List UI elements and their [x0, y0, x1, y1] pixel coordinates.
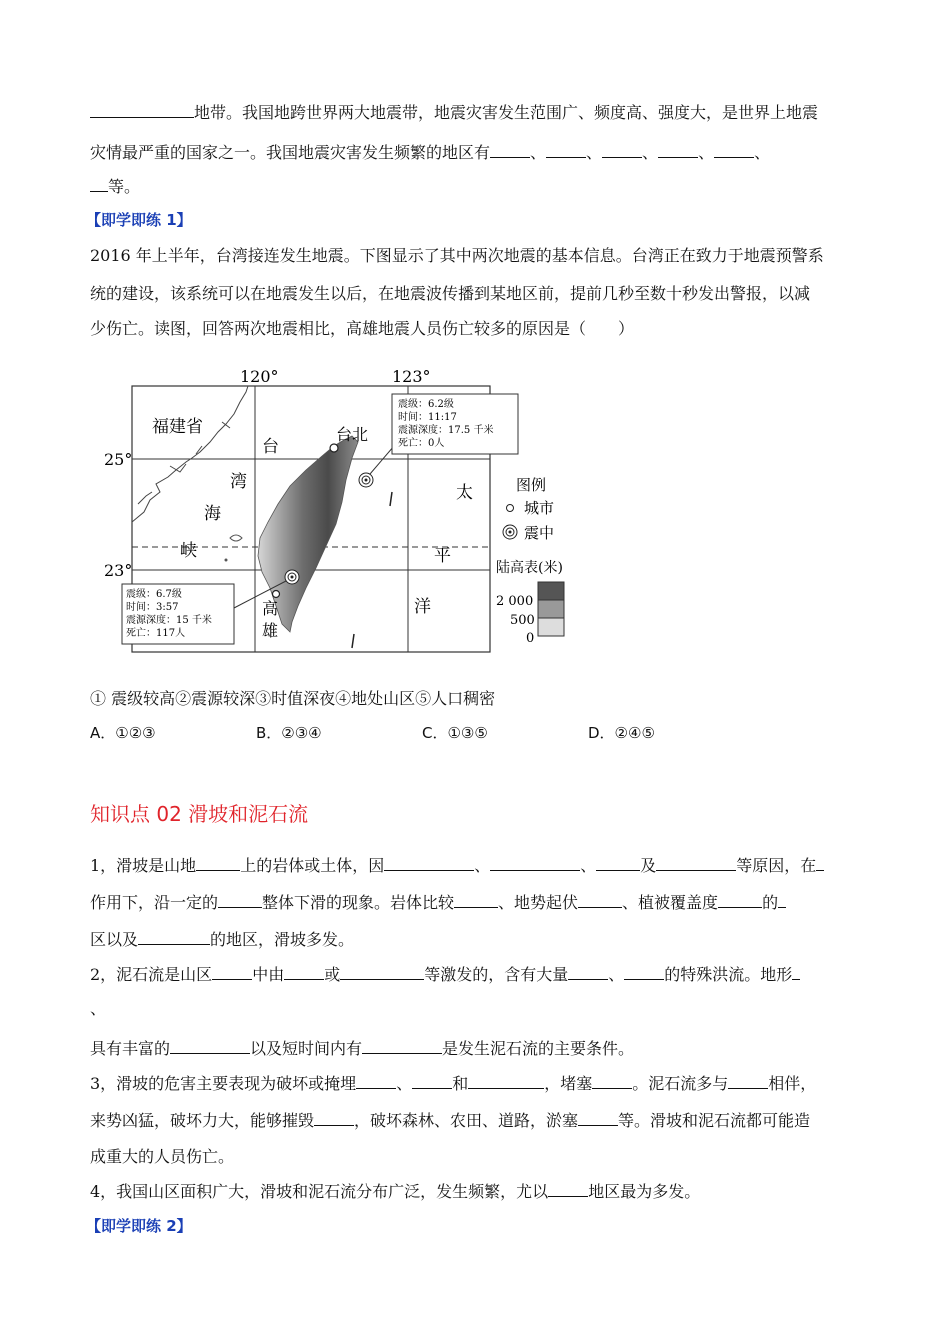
choice-b[interactable]: B．②③④ — [256, 724, 322, 742]
answer-blank[interactable] — [592, 1074, 632, 1089]
answer-blank[interactable] — [718, 893, 762, 908]
question-3-line-1: 3，滑坡的危害主要表现为破坏或掩埋 、 和 ，堵塞 。泥石流多与 相伴， — [90, 1074, 817, 1093]
question-2-line-1: 2，泥石流是山区 中由 或 等激发的，含有大量 、 的特殊洪流。地形 — [90, 964, 800, 986]
sea-mark — [352, 634, 354, 648]
elevation-high — [538, 582, 564, 600]
answer-blank[interactable] — [218, 893, 262, 908]
section-title: 知识点 02 滑坡和泥石流 — [90, 802, 309, 826]
fujian-coastline — [132, 386, 248, 522]
answer-blank[interactable] — [340, 965, 424, 980]
question-1-line-2: 作用下，沿一定的 整体下滑的现象。岩体比较 、地势起伏 、植被覆盖度 的 — [90, 892, 786, 914]
answer-blank[interactable] — [196, 856, 240, 871]
answer-blank[interactable] — [602, 143, 642, 158]
answer-blank[interactable] — [624, 965, 664, 980]
ocean-char: 洋 — [414, 597, 431, 617]
answer-blank[interactable] — [578, 893, 622, 908]
strait-char: 湾 — [230, 472, 247, 492]
intro-line-1: 地带。我国地跨世界两大地震带，地震灾害发生范围广、频度高、强度大，是世界上地震 — [90, 102, 818, 124]
south-quake-info: 死亡：117人 — [126, 628, 186, 639]
intro-line-2: 灾情最严重的国家之一。我国地震灾害发生频繁的地区有 、 、 、 、 、 — [90, 143, 771, 162]
ocean-char: 平 — [434, 546, 451, 566]
penghu-island — [230, 535, 242, 541]
islet — [225, 559, 228, 562]
question-1-line-3: 区以及 的地区，滑坡多发。 — [90, 930, 355, 949]
legend-city-symbol — [507, 505, 514, 512]
elevation-value: 2 000 — [496, 594, 534, 609]
elevation-value: 0 — [526, 631, 535, 646]
answer-blank[interactable] — [656, 856, 736, 871]
taipei-label: 台北 — [336, 425, 369, 444]
answer-blank[interactable] — [596, 856, 640, 871]
lon-label-123: 123° — [392, 367, 431, 386]
question-3-line-3: 成重大的人员伤亡。 — [90, 1147, 235, 1166]
intro-line-3: 等。 — [90, 176, 140, 198]
epicenter-north — [359, 473, 373, 487]
answer-blank[interactable] — [714, 143, 754, 158]
answer-blank[interactable] — [384, 856, 474, 871]
answer-blank[interactable] — [412, 1074, 452, 1089]
answer-blank[interactable] — [454, 893, 498, 908]
answer-blank[interactable] — [490, 143, 530, 158]
practice-heading-2: 【即学即练 2】 — [86, 1217, 192, 1235]
kaohsiung-label: 雄 — [262, 621, 279, 640]
fujian-label: 福建省 — [152, 417, 203, 437]
answer-blank[interactable] — [138, 930, 210, 945]
question-2-line-3: 具有丰富的 以及短时间内有 是发生泥石流的主要条件。 — [90, 1039, 635, 1058]
south-quake-info: 时间：3:57 — [126, 602, 179, 613]
choice-a[interactable]: A．①②③ — [90, 724, 156, 742]
question-1-line-1: 1，滑坡是山地 上的岩体或土体，因 、 、 及 等原因，在 — [90, 855, 824, 877]
elevation-low — [538, 618, 564, 636]
answer-blank[interactable] — [578, 1111, 618, 1126]
practice1-para: 统的建设，该系统可以在地震发生以后，在地震波传播到某地区前，提前几秒至数十秒发出警报，以减 — [90, 284, 811, 303]
answer-blank[interactable] — [548, 1182, 588, 1197]
answer-blank[interactable] — [90, 103, 194, 118]
north-quake-info: 震源深度：17.5 千米 — [398, 425, 494, 436]
north-quake-info: 时间：11:17 — [398, 412, 457, 423]
answer-blank[interactable] — [468, 1074, 544, 1089]
lat-label-23: 23° — [104, 561, 133, 580]
legend-title: 图例 — [516, 476, 547, 494]
answer-blank[interactable] — [356, 1074, 396, 1089]
answer-blank[interactable] — [170, 1039, 250, 1054]
elevation-title: 陆高表(米) — [496, 560, 563, 576]
kaohsiung-label: 高 — [262, 599, 279, 618]
question-2-line-2: 、 — [90, 999, 107, 1018]
choice-d[interactable]: D．②④⑤ — [588, 724, 655, 742]
strait-char: 海 — [204, 504, 221, 524]
practice-heading-1: 【即学即练 1】 — [86, 211, 192, 229]
north-quake-info: 死亡：0人 — [398, 438, 445, 449]
answer-blank[interactable] — [314, 1111, 354, 1126]
answer-blank[interactable] — [212, 965, 252, 980]
practice1-para: 2016 年上半年，台湾接连发生地震。下图显示了其中两次地震的基本信息。台湾正在致力于地震预警系 — [90, 246, 824, 265]
question-4-line-1: 4，我国山区面积广大，滑坡和泥石流分布广泛，发生频繁，尤以 地区最为多发。 — [90, 1182, 701, 1201]
sea-mark — [390, 492, 392, 506]
choice-c[interactable]: C．①③⑤ — [422, 724, 488, 742]
answer-blank[interactable] — [490, 856, 580, 871]
answer-blank[interactable] — [546, 143, 586, 158]
city-kaohsiung — [273, 591, 280, 598]
strait-char: 台 — [262, 437, 279, 457]
answer-blank[interactable] — [816, 856, 824, 871]
question-3-line-2: 来势凶猛，破坏力大，能够摧毁 ，破坏森林、农田、道路，淤塞 等。滑坡和泥石流都可能造 — [90, 1111, 811, 1130]
answer-blank[interactable] — [568, 965, 608, 980]
legend-city-label: 城市 — [524, 499, 555, 517]
ocean-char: 太 — [456, 483, 473, 503]
options-statement: ① 震级较高②震源较深③时值深夜④地处山区⑤人口稠密 — [90, 689, 496, 708]
legend-epicenter-symbol — [503, 525, 517, 539]
strait-char: 峡 — [180, 541, 197, 561]
legend-epicenter-label: 震中 — [524, 524, 555, 542]
answer-blank[interactable] — [362, 1039, 442, 1054]
practice1-para: 少伤亡。读图，回答两次地震相比，高雄地震人员伤亡较多的原因是（ ） — [90, 319, 635, 338]
leader-line — [370, 446, 394, 474]
taiwan-earthquake-map — [104, 362, 590, 652]
epicenter-south — [285, 570, 299, 584]
answer-blank[interactable] — [778, 893, 786, 908]
answer-blank[interactable] — [658, 143, 698, 158]
lon-label-120: 120° — [240, 367, 279, 386]
answer-blank[interactable] — [284, 965, 324, 980]
north-quake-info: 震级：6.2级 — [398, 399, 454, 410]
answer-blank[interactable] — [728, 1074, 768, 1089]
elevation-value: 500 — [510, 613, 535, 628]
elevation-mid — [538, 600, 564, 618]
city-taipei — [330, 444, 338, 452]
lat-label-25: 25° — [104, 450, 133, 469]
answer-blank[interactable] — [90, 177, 108, 192]
south-quake-info: 震级：6.7级 — [126, 589, 182, 600]
answer-blank[interactable] — [792, 965, 800, 980]
south-quake-info: 震源深度：15 千米 — [126, 615, 212, 626]
